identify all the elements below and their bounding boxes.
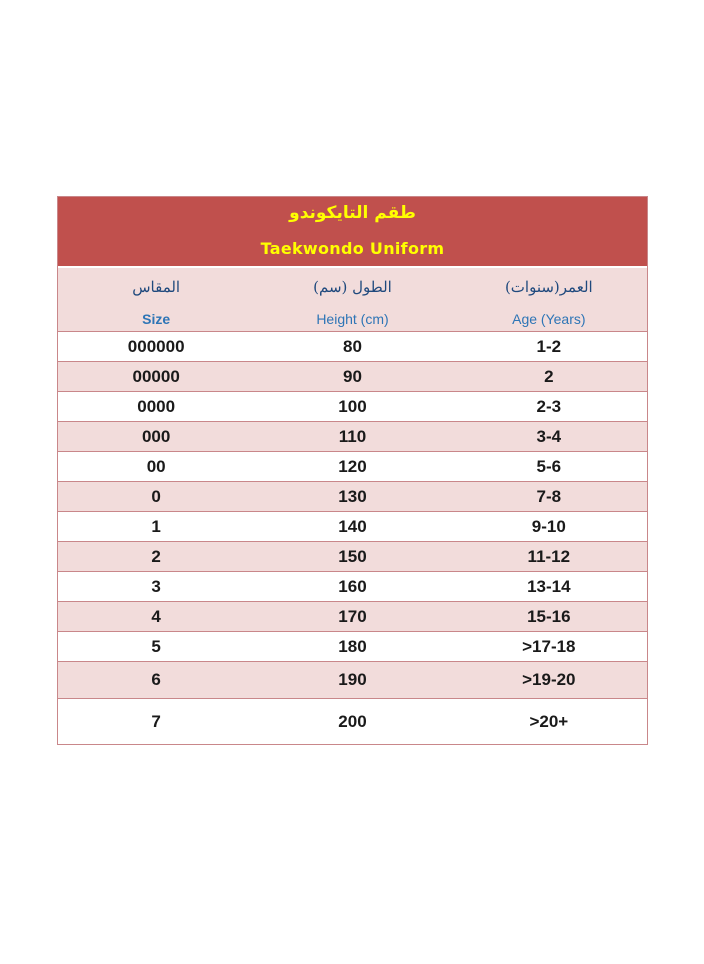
title-english: Taekwondo Uniform bbox=[260, 239, 445, 258]
age-cell: 3-4 bbox=[536, 426, 562, 446]
height-cell: 130 bbox=[338, 486, 367, 506]
height-cell: 170 bbox=[338, 606, 367, 626]
column-header-row bbox=[58, 268, 647, 332]
column-header-age bbox=[451, 268, 647, 331]
column-header-age-en: Age (Years) bbox=[512, 311, 586, 327]
column-header-height-en: Height (cm) bbox=[316, 311, 389, 327]
age-cell: 13-14 bbox=[527, 576, 571, 596]
table-row bbox=[58, 699, 647, 744]
height-cell: 200 bbox=[338, 711, 367, 731]
column-header-size bbox=[58, 268, 254, 331]
age-cell: 2 bbox=[544, 366, 554, 386]
height-cell: 140 bbox=[338, 516, 367, 536]
height-cell: 150 bbox=[338, 546, 367, 566]
size-cell: 1 bbox=[151, 516, 161, 536]
height-cell: 110 bbox=[338, 426, 367, 446]
size-cell: 5 bbox=[151, 636, 161, 656]
table-row bbox=[58, 662, 647, 699]
size-cell: 6 bbox=[151, 670, 161, 689]
size-cell: 3 bbox=[151, 576, 161, 596]
size-cell: 000000 bbox=[127, 336, 185, 356]
age-cell: 2-3 bbox=[536, 396, 562, 416]
height-cell: 190 bbox=[338, 670, 367, 689]
height-cell: 80 bbox=[343, 336, 362, 356]
size-chart-table bbox=[57, 196, 648, 745]
age-cell: >17-18 bbox=[522, 636, 576, 656]
table-row bbox=[58, 572, 647, 602]
age-cell: >19-20 bbox=[522, 670, 576, 689]
table-row bbox=[58, 542, 647, 572]
age-cell: 9-10 bbox=[531, 516, 566, 536]
height-cell: 180 bbox=[338, 636, 367, 656]
height-cell: 160 bbox=[338, 576, 367, 596]
size-cell: 00 bbox=[146, 456, 166, 476]
table-row bbox=[58, 332, 647, 362]
size-cell: 0 bbox=[151, 486, 161, 506]
table-title-block bbox=[58, 197, 647, 268]
table-row bbox=[58, 512, 647, 542]
table-row bbox=[58, 452, 647, 482]
size-cell: 000 bbox=[141, 426, 171, 446]
age-cell: 7-8 bbox=[536, 486, 562, 506]
size-cell: 4 bbox=[151, 606, 161, 626]
size-cell: 00000 bbox=[132, 366, 180, 386]
column-header-height bbox=[254, 268, 450, 331]
size-cell: 0000 bbox=[137, 396, 176, 416]
title-arabic: طقم التايكوندو bbox=[289, 203, 416, 223]
table-row bbox=[58, 422, 647, 452]
table-row bbox=[58, 362, 647, 392]
size-cell: 2 bbox=[151, 546, 161, 566]
age-cell: 11-12 bbox=[527, 546, 571, 566]
height-cell: 90 bbox=[343, 366, 362, 386]
age-cell: 1-2 bbox=[536, 336, 562, 356]
height-cell: 120 bbox=[338, 456, 367, 476]
table-row bbox=[58, 602, 647, 632]
age-cell: 15-16 bbox=[527, 606, 571, 626]
column-header-size-ar: المقاس bbox=[132, 278, 181, 296]
table-row bbox=[58, 392, 647, 422]
table-row bbox=[58, 482, 647, 512]
age-cell: >20+ bbox=[529, 711, 569, 731]
height-cell: 100 bbox=[338, 396, 367, 416]
age-cell: 5-6 bbox=[536, 456, 562, 476]
table-row bbox=[58, 632, 647, 662]
column-header-height-ar: الطول (سم) bbox=[313, 278, 392, 296]
column-header-size-en: Size bbox=[142, 311, 171, 327]
column-header-age-ar: العمر(سنوات) bbox=[504, 278, 593, 296]
size-cell: 7 bbox=[151, 711, 161, 731]
